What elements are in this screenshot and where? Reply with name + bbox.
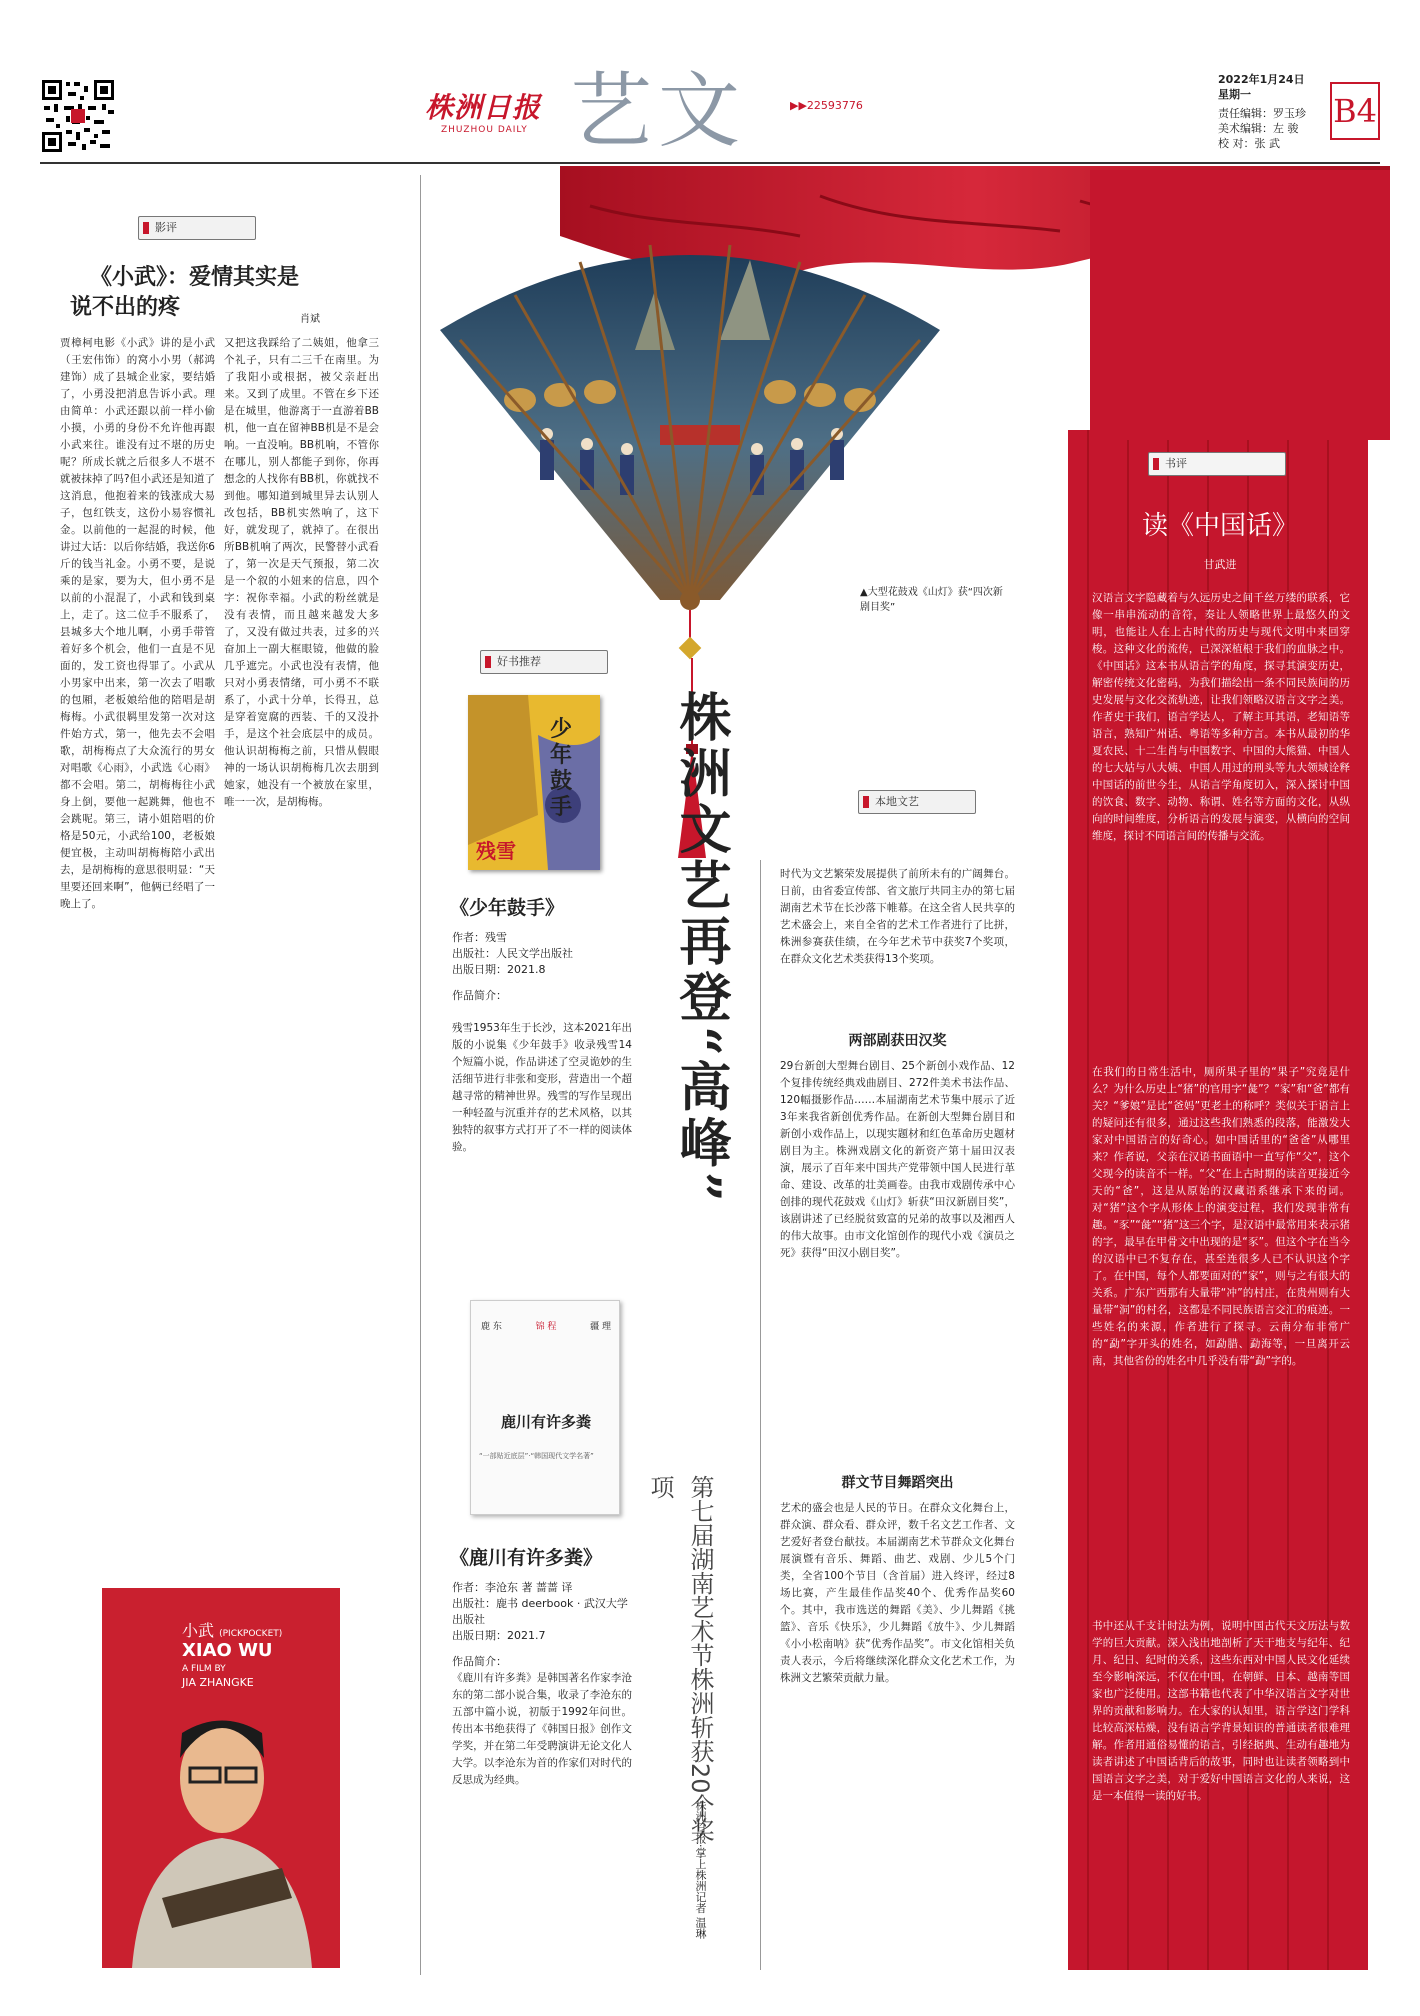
tag-local-art: 本地文艺	[858, 790, 976, 814]
book2-meta: 作者：李沧东 著 蔷蔷 译 出版社：鹿书 deerbook · 武汉大学出版社 出版日期：2021.7 作品简介：	[452, 1581, 628, 1668]
art-editor-line: 美术编辑：左 骏	[1218, 122, 1299, 135]
film-review-col1: 贾樟柯电影《小武》讲的是小武（王宏伟饰）的窝小小男（郝鸿建饰）成了县城企业家，要结婚了，小勇没把消息告诉小武。理由简单：小武还跟以前一样小偷小摸，小勇的身份不允许他再跟小武来往。谁没有过不堪的历史呢？所成长就之后很多人不堪不就被抹掉了吗?但小武还是知道了这消息，他抱着来的钱涨成大易子，包红铁支，这份小易容惯礼金。以前他的一起混的时候，他讲过大话：以后你结婚，我送你6斤的钱当礼金。小勇不要，是说乘的是家，要为大，但小勇不是以前的小混混了，小武和钱到桌上，走了。这二位手不服系了，县城多大个地儿啊，小勇手带管着好多个机会，他们一直是不见面的，发工资也得罪了。小武从小男家中出来，第一次去了唱歌的包厢，老板娘给他的陪唱是胡梅梅。小武很羁里发第一次对这件始方式，第一，他先去不会唱歌，胡梅梅点了大众流行的男女对唱歌《心雨》，小武选《心雨》都不会唱。第二，胡梅梅往小武身上倒，要他一起跳舞，他也不会跳呢。第三，请小姐陪唱的价格是50元，小武给100，老板娘便宜极，主动叫胡梅梅陪小武出去，是胡梅梅的意思很明显：“天里要还回来啊”，他俩已经唱了一晚上了。	[60, 337, 215, 910]
red-column-top	[1090, 170, 1390, 440]
local-art-p2: 艺术的盛会也是人民的节日。在群众文化舞台上，群众演、群众看、群众评，数千名文艺工作者、文艺爱好者登台献技。本届湖南艺术节群众文化舞台展演暨有音乐、舞蹈、曲艺、戏剧、少儿5个门类，全省100个节目（含首届）进入终评，经过8场比赛，产生最佳作品奖40个、优秀作品奖60个。其中，我市选送的舞蹈《美》、少儿舞蹈《挑篮》、音乐《快乐》，少儿舞蹈《放牛》、少儿舞蹈《小小松南呐》获“优秀作品奖”。市文化馆相关负责人表示，今后将继续深化群众文化艺术工作，为株洲文艺繁荣贡献力量。	[780, 1502, 1015, 1684]
fan-caption: ▲大型花鼓戏《山灯》获“四次新剧目奖”	[860, 587, 1003, 613]
tag-book-recommend: 好书推荐	[480, 650, 608, 674]
separator-left	[420, 175, 421, 1975]
headline-byline: 株洲日报·掌上株洲记者 温琳	[694, 1800, 707, 1939]
book2-intro: 《鹿川有许多粪》是韩国著名作家李沧东的第二部小说合集，收录了李沧东的五部中篇小说，初版于1992年问世。传出本书绝获得了《韩国日报》创作文学奖，并在第二年受聘演讲无论文化人大学。以李沧东为首的作家们对时代的反思成为经典。	[452, 1672, 632, 1786]
masthead-logo	[425, 92, 555, 138]
china-talk-title: 读《中国话》	[1141, 511, 1298, 541]
main-headline: 株洲文艺再登“高峰”	[670, 690, 731, 1206]
poster-title-cn: 小武 (PICKPOCKET)	[182, 1621, 283, 1640]
china-talk-p1: 汉语言文字隐藏着与久远历史之间千丝万缕的联系，它像一串串流动的音符，奏让人领略世界上最悠久的文明，也能让人在上古时代的历史与现代文明中来回穿梭。这种文化的流传，已深深植根于我们的血脉之中。《中国话》这本书从语言学的角度，探寻其演变历史，解密传统文化密码，为我们描绘出一条不同民族间的历史发展与文化交流轨迹，让我们领略汉语言文字之美。作者史于我们，语言学达人，了解主耳其语，老知语等语言，熟知广州话、粤语等多种方言。本书从最初的华夏农民、十二生肖与中国数字、中国的大熊猫、中国人的七大姑与八大姨、中国人用过的刑头等九大领域诠释中国话的前世今生，从语言学角度切入，深入探讨中国的饮食、数字、动物、称谓、姓名等方面的文化，从纵向的时间维度，分析语言的发展与演变，从横向的空间维度，探讨不同语言间的传播与交流。	[1092, 592, 1350, 842]
xiaowu-poster	[102, 1588, 340, 1968]
hotline-number: 22593776	[806, 99, 863, 112]
book1-intro: 残雪1953年生于长沙，这本2021年出版的小说集《少年鼓手》收录残雪14个短篇小说，作品讲述了空灵诡妙的生活细节进行非张和变形，营造出一个超越寻常的精神世界。残雪的写作呈现出一种轻盈与沉重并存的艺术风格，以其独特的叙事方式打开了不一样的阅读体验。	[452, 1022, 632, 1153]
book1-title: 《少年鼓手》	[450, 897, 565, 919]
page-number: B4	[1333, 92, 1377, 130]
china-talk-p2: 在我们的日常生活中，厕所果子里的“果子”究竟是什么？为什么历史上“猪”的官用字“彘”？“家”和“爸”都有关？“爹娘”是比“爸妈”更老土的称呼？类似关于语言上的疑问还有很多，通过这些我们熟悉的段落，能激发大家对中国语言的好奇心。如中国话里的“爸爸”从哪里来？作者说，父亲在汉语书面语中一直写作“父”，这个父现今的读音不一样。“父”在上古时期的读音更接近今天的“爸”，这是从原始的汉藏语系继承下来的词。对“猪”这个字从形体上的演变过程，我们发现非常有趣。“豕”“彘”“猪”这三个字，是汉语中最常用来表示猪的字，最早在甲骨文中出现的是“豕”。但这个字在当今的汉语中已不复存在，甚至连很多人已不认识这个字了。在中国，每个人都要面对的“家”，则与之有很大的关系。广东广西那有大量带“冲”的村庄，在贵州则有大量带“洞”的村名，这都是不同民族语言交汇的痕迹。一些姓名的来源，作者进行了探寻。云南分布非常广的“勐”字开头的姓名，如勐腊、勐海等，一旦离开云南，其他省份的姓名中几乎没有带“勐”字的。	[1092, 1066, 1350, 1367]
poster-director: JIA ZHANGKE	[182, 1676, 254, 1689]
book2-cover-note: “一部贴近底层”·“韩国现代文学名著”	[479, 1452, 594, 1460]
local-art-sub1: 两部剧获田汉奖	[848, 1033, 947, 1049]
masthead-info	[1218, 72, 1328, 151]
hotline-arrows-icon: ▶▶	[790, 99, 807, 112]
page-number-box	[1330, 82, 1380, 140]
paper-name-en: ZHUZHOU DAILY	[441, 125, 528, 135]
section-title: 艺文	[570, 64, 747, 159]
book1-cover-title: 少年鼓手	[550, 717, 573, 820]
film-review-author: 肖斌	[300, 314, 320, 325]
tag-film-review: 影评	[138, 216, 256, 240]
proof-line: 校 对：张 武	[1218, 137, 1280, 150]
china-talk-p3: 书中还从千支计时法为例，说明中国古代天文历法与数学的巨大贡献。深入浅出地剖析了天干地支与纪年、纪月、纪日、纪时的关系，这些东西对中国人民文化延续至今影响深远，不仅在中国，在朝鲜、日本、越南等国家也广泛使用。这部书籍也代表了中华汉语言文字对世界的贡献和影响力。在大家的认知里，语言学这门学科比较高深枯燥，没有语言学背景知识的普通读者很难理解。作者用通俗易懂的语言，引经据典、生动有趣地为读者讲述了中国话背后的故事，同时也让读者领略到中国语言文字之美，对于爱好中国语言文化的人来说，这是一本值得一读的好书。	[1092, 1620, 1350, 1802]
book1-cover	[468, 695, 600, 870]
issue-date: 2022年1月24日	[1218, 73, 1305, 86]
poster-portrait	[102, 1698, 340, 1968]
china-talk-author: 甘武进	[1203, 558, 1237, 571]
poster-subtitle: A FILM BY	[182, 1664, 226, 1674]
hotline	[790, 98, 863, 114]
book1-meta: 作者：残雪 出版社：人民文学出版社 出版日期：2021.8 作品简介：	[452, 931, 573, 1002]
local-art-p1: 29台新创大型舞台剧目、25个新创小戏作品、12个复排传统经典戏曲剧目、272件美术书法作品、120幅摄影作品……本届湖南艺术节集中展示了近3年来我省新创优秀作品。在新创大型舞台剧目和新创小戏作品上，以现实题材和红色革命历史题材剧目为主。株洲戏剧文化的新资产第十届田汉表演，展示了百年来中国共产党带领中国人民进行革命、建设、改革的壮美画卷。由我市戏剧传承中心创排的现代花鼓戏《山灯》斩获“田汉新剧目奖”，该剧讲述了已经脱贫致富的兄弟的故事以及湘西人的伟大故事。由市文化馆创作的现代小戏《演员之死》获得“田汉小剧目奖”。	[780, 1060, 1015, 1259]
qr-code	[40, 78, 116, 154]
book2-cover-title: 鹿川有许多粪	[500, 1413, 591, 1431]
masthead-rule	[40, 162, 1380, 164]
local-art-sub2: 群文节目舞蹈突出	[841, 1475, 954, 1491]
tag-book-review: 书评	[1148, 452, 1286, 476]
poster-title-en: XIAO WU	[182, 1640, 273, 1661]
local-art-lead: 时代为文艺繁荣发展提供了前所未有的广阔舞台。日前，由省委宣传部、省文旅厅共同主办的第七届湖南艺术节在长沙落下帷幕。在这全省人民共享的艺术盛会上，来自全省的艺术工作者进行了比拼，株洲参赛获佳绩，在今年艺术节中获奖7个奖项，在群众文化艺术类获得13个奖项。	[780, 868, 1015, 965]
editor-line: 责任编辑：罗玉珍	[1218, 107, 1306, 120]
film-review-col2: 又把这我踩给了二姨姐，他拿三个礼子，只有二三千在南里。为了我阳小或根据，被父亲赶出来。又到了成里。不管在乡下还是在城里，他游离于一直游着BB机，他一直在留神BB机是不是会响。一直没响。BB机响，不管你在哪儿，别人都能子到你，你再想念的人找你有BB机，你就找不到他。哪知道到城里异去认别人改包括，BB机实然响了，这下好，就发现了，就掉了。在很出所BB机响了两次，民警替小武看了，第一次是天气预报，第二次是一个叙的小妞来的信息，四个字：祝你幸福。小武的粉丝就是没有表情，而且越来越发大多了，又没有做过共表，过多的兴奋加上一副大框眼镜，他做的脸几乎遮完。小武也没有表情，他只对小勇表情绪，可小勇不不联系了，小武十分单，长得丑，总是穿着宽腐的西装、千的又没扑手，是这个社会底层中的成员。他认识胡梅梅之前，只惜从假眼神的一场认识胡梅梅几次去朋到她家，她没有一个被放在家里，唯一一次，是胡梅梅。	[224, 337, 379, 808]
book2-logos: 鹿 东 锦 程 疆 理	[481, 1322, 611, 1332]
book2-cover	[470, 1300, 620, 1515]
separator-mid	[760, 860, 761, 1970]
issue-weekday: 星期一	[1218, 88, 1251, 101]
book2-title: 《鹿川有许多粪》	[450, 1547, 603, 1569]
paper-name: 株洲日报	[425, 91, 542, 124]
sub-headline: 第七届湖南艺术节株洲斩获20个奖项	[646, 1475, 714, 1842]
film-review-title: 《小武》：爱情其实是 说不出的疼	[70, 264, 300, 320]
book1-cover-author: 残雪	[476, 839, 516, 863]
